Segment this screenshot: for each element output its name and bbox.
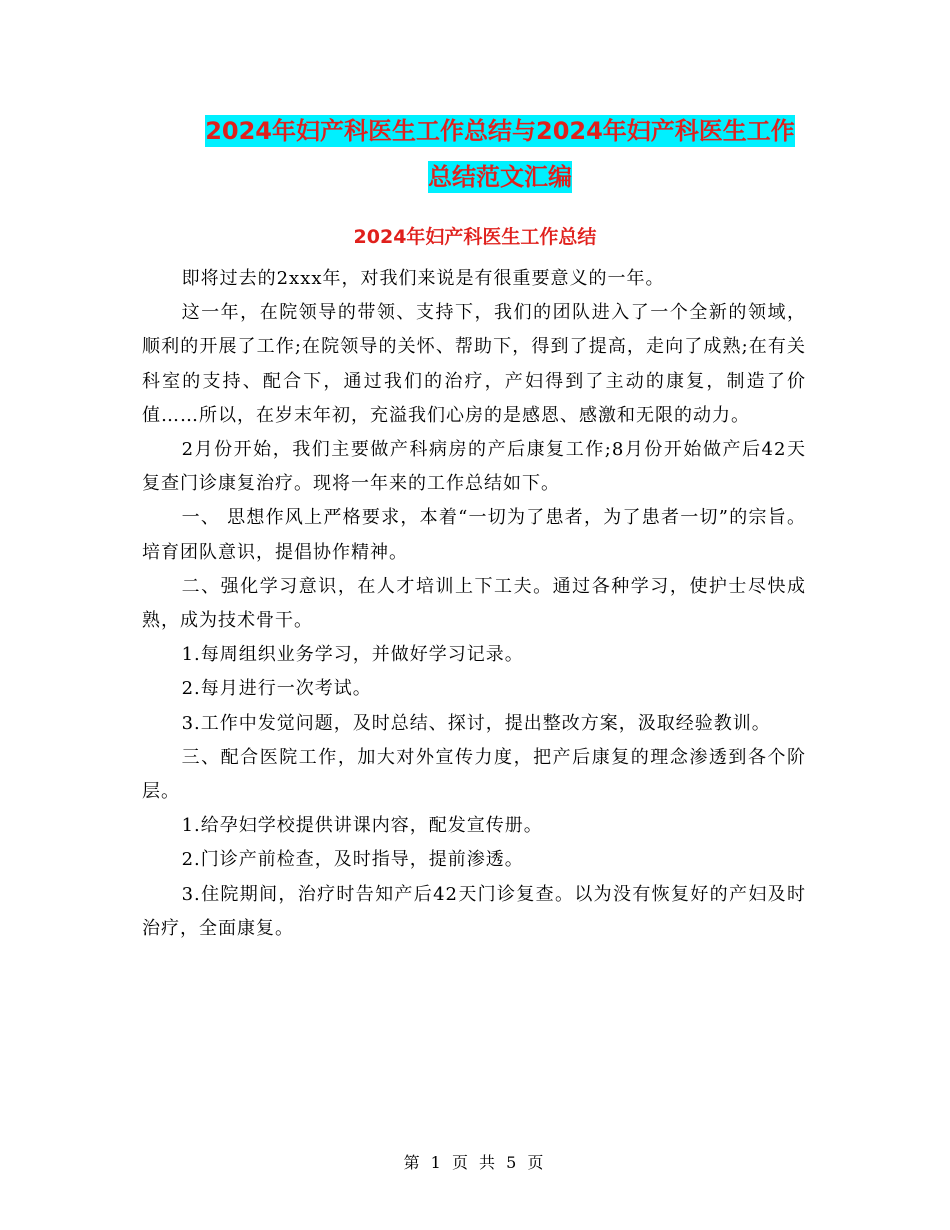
paragraph: 2月份开始，我们主要做产科病房的产后康复工作;8月份开始做产后42天复查门诊康复治疗。现将一年来的工作总结如下。: [142, 439, 806, 495]
paragraph: 1.每周组织业务学习，并做好学习记录。: [181, 644, 524, 666]
document-title-line2: 总结范文汇编: [428, 163, 572, 191]
paragraph: 3.住院期间，治疗时告知产后42天门诊复查。以为没有恢复好的产妇及时治疗，全面康复。: [142, 883, 806, 939]
document-title: [150, 108, 850, 200]
paragraph: 三、配合医院工作，加大对外宣传力度，把产后康复的理念渗透到各个阶层。: [142, 746, 806, 803]
paragraph: 2.门诊产前检查，及时指导，提前渗透。: [181, 849, 524, 871]
paragraph: 这一年，在院领导的带领、支持下，我们的团队进入了一个全新的领域，顺利的开展了工作;在院领导的关怀、帮助下，得到了提高，走向了成熟;在有关科室的支持、配合下，通过我们的治疗，产妇得到了主动的康复，制造了价值……所以，在岁末年初，充溢我们心房的是感恩、感激和无限的动力。: [142, 302, 806, 426]
paragraph: 3.工作中发觉问题，及时总结、探讨，提出整改方案，汲取经验教训。: [181, 712, 771, 734]
document-title-line1: 2024年妇产科医生工作总结与2024年妇产科医生工作: [205, 117, 795, 145]
paragraph: 即将过去的2xxx年，对我们来说是有很重要意义的一年。: [181, 268, 665, 289]
document-body: [142, 262, 806, 946]
page-footer: 第 1 页 共 5 页: [403, 1153, 547, 1172]
paragraph: 一、 思想作风上严格要求，本着“一切为了患者，为了患者一切”的宗旨。培育团队意识，提倡协作精神。: [142, 507, 806, 563]
paragraph: 2.每月进行一次考试。: [181, 678, 372, 700]
section-title: 2024年妇产科医生工作总结: [353, 226, 597, 248]
paragraph: 1.给孕妇学校提供讲课内容，配发宣传册。: [181, 815, 543, 837]
paragraph: 二、强化学习意识，在人才培训上下工夫。通过各种学习，使护士尽快成熟，成为技术骨干。: [142, 575, 806, 632]
